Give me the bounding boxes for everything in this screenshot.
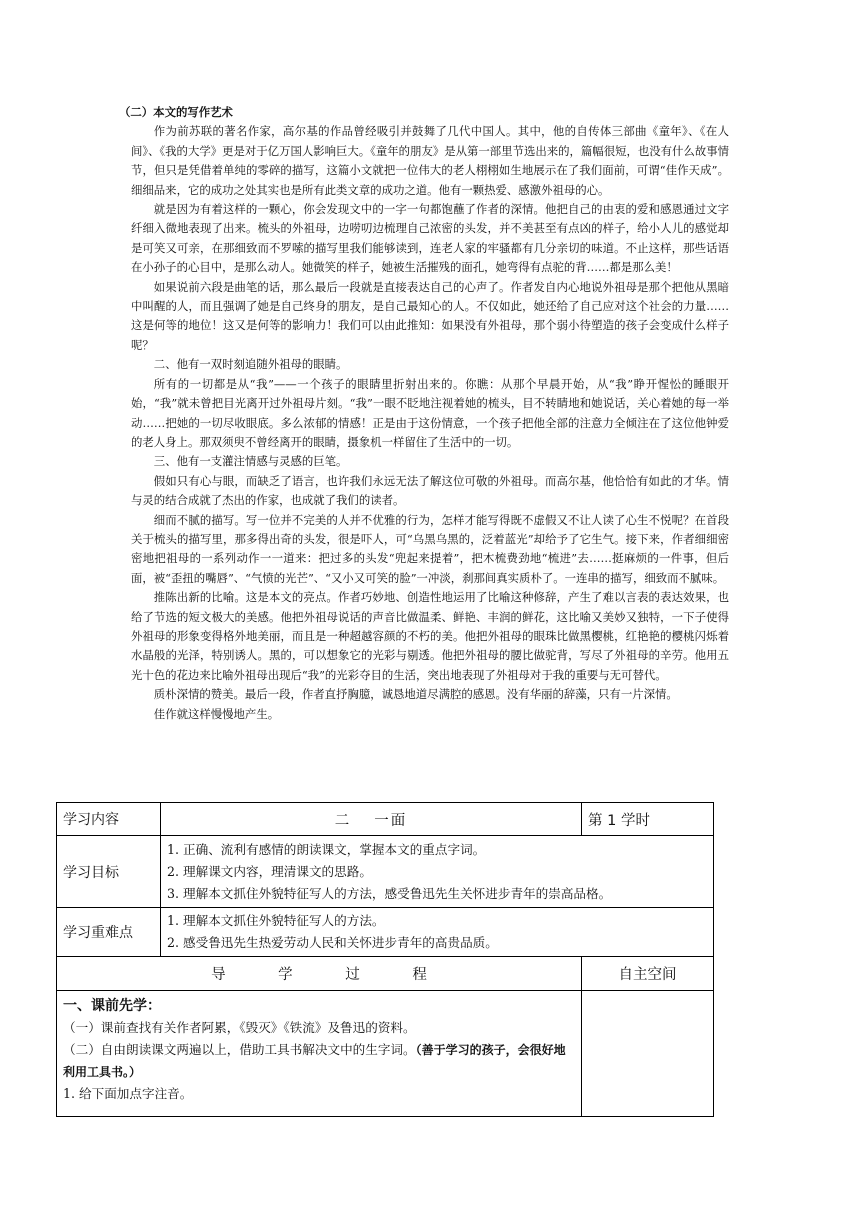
essay-subheading: 二、他有一双时刻追随外祖母的眼睛。 [153,357,348,372]
goal-item: 1. 正确、流利有感情的朗读课文，掌握本文的重点字词。 [167,841,486,857]
table-row [57,908,714,957]
essay-paragraph: 推陈出新的比喻。这是本文的亮点。作者巧妙地、创造性地运用了比喻这种修辞，产生了难以言表的表达效果，也给了节选的短文极大的美感。他把外祖母说话的声音比做温柔、鲜艳、丰润的鲜花，这比喻又美妙又独特，一下子使得外祖母的形象变得格外地美丽，而且是一种超越容颜的不朽的美。他把外祖母的眼珠比做黑樱桃，红艳艳的樱桃闪烁着水晶般的光泽，特别诱人。黑的，可以想象它的光彩与剔透。他把外祖母的腰比做驼背，写尽了外祖母的辛劳。他用五光十色的花边来比喻外祖母出现后“我”的光彩夺目的生活，突出地表现了外祖母对于我的重要与无可替代。 [131,590,729,682]
key-points-label: 学习重难点 [57,908,161,957]
table-row [57,991,714,1117]
key-point-item: 2. 感受鲁迅先生热爱劳动人民和关怀进步青年的高贵品质。 [167,935,498,950]
table-row [57,803,714,836]
prestudy-item: 1. 给下面加点字注音。 [63,1086,193,1101]
period-label: 第 1 学时 [582,803,714,836]
prestudy-title: 一、课前先学： [63,998,161,1014]
table-row [57,836,714,908]
key-points-cell [161,908,714,957]
goal-item: 2. 理解课文内容，理清课文的思路。 [167,863,372,879]
self-space-label: 自主空间 [582,957,714,991]
prestudy-item-text: （二）自由朗读课文两遍以上，借助工具书解决文中的生字词。 [63,1042,416,1057]
essay-paragraph: 如果说前六段是曲笔的话，那么最后一段就是直接表达自己的心声了。作者发自内心地说外祖母是那个把他从黑暗中叫醒的人，而且强调了她是自己终身的朋友，是自己最知心的人。不仅如此，她还给了自己应对这个社会的力量……这是何等的地位！这又是何等的影响力！我们可以由此推知：如果没有外祖母，那个弱小待塑造的孩子会变成什么样子呢？ [131,279,729,352]
lesson-title: 二 一面 [161,803,582,836]
prestudy-tip: （善于学习的孩子，会很好地利用工具书。） [63,1043,566,1079]
prestudy-cell [57,991,582,1117]
goals-cell [161,836,714,908]
goals-label: 学习目标 [57,836,161,908]
essay-paragraph: 佳作就这样慢慢地产生。 [153,706,280,721]
goal-item: 3. 理解本文抓住外貌特征写人的方法，感受鲁迅先生关怀进步青年的崇高品格。 [167,885,612,901]
essay-paragraph: 作为前苏联的著名作家，高尔基的作品曾经吸引并鼓舞了几代中国人。其中，他的自传体三部曲《童年》、《在人间》、《我的大学》更是对于亿万国人影响巨大。《童年的朋友》是从第一部里节选出来的，篇幅很短，也没有什么故事情节，但只是凭借着单纯的零碎的描写，这篇小文就把一位伟大的老人栩栩如生地展示在了我们面前，可谓“佳作天成”。细细品来，它的成功之处其实也是所有此类文章的成功之道。他有一颗热爱、感激外祖母的心。 [131,124,729,197]
process-title: 导 学 过 程 [57,957,582,991]
essay-paragraph: 就是因为有着这样的一颗心，你会发现文中的一字一句都饱蘸了作者的深情。他把自己的由衷的爱和感恩通过文字纤细入微地表现了出来。梳头的外祖母，边唠叨边梳理自己浓密的头发，并不美甚至有点凶的样子，给小人儿的感觉却是可笑又可亲，在那细致而不罗嗦的描写里我们能够读到，连老人家的牢骚都有几分亲切的味道。不止这样，那些话语在小孙子的心目中，是那么动人。她微笑的样子，她被生活摧残的面孔，她弯得有点驼的背……都是那么美！ [131,202,729,275]
prestudy-item: （一）课前查找有关作者阿累，《毁灭》《铁流》及鲁迅的资料。 [63,1020,416,1035]
lesson-plan-table [56,802,714,1117]
essay-paragraph: 所有的一切都是从“我”——一个孩子的眼睛里折射出来的。你瞧：从那个早晨开始，从“我”睁开惺忪的睡眼开始，“我”就未曾把目光离开过外祖母片刻。“我”一眼不眨地注视着她的梳头，目不转睛地和她说话，关心着她的每一举动……把她的一切尽收眼底。多么浓郁的情感！正是由于这份情意，一个孩子把他全部的注意力全倾注在了这位他钟爱的老人身上。那双须臾不曾经离开的眼睛，摄象机一样留住了生活中的一切。 [131,376,729,449]
content-label: 学习内容 [57,803,161,836]
essay-subheading: 三、他有一支灌注情感与灵感的巨笔。 [153,454,348,469]
essay-section [119,103,729,724]
essay-heading: （二）本文的写作艺术 [119,105,233,119]
essay-paragraph: 质朴深情的赞美。最后一段，作者直抒胸臆，诚恳地道尽满腔的感恩。没有华丽的辞藻，只有一片深情。 [153,687,678,702]
prestudy-item [63,1039,575,1083]
self-space-cell[interactable] [582,991,714,1117]
essay-paragraph: 细而不腻的描写。写一位并不完美的人并不优雅的行为，怎样才能写得既不虚假又不让人读了心生不悦呢？在首段关于梳头的描写里，那多得出奇的头发，很是吓人，可“乌黑乌黑的，泛着蓝光”却给予了它生气。接下来，作者细细密密地把祖母的一系列动作一一道来：把过多的头发“兜起来提着”，把木梳费劲地“梳进”去……挺麻烦的一件事，但后面，被“歪扭的嘴唇”、“气愤的光芒”、“又小又可笑的脸”一冲淡，刹那间真实质朴了。一连串的描写，细致而不腻味。 [131,512,729,585]
key-point-item: 1. 理解本文抓住外貌特征写人的方法。 [167,913,385,928]
essay-paragraph: 假如只有心与眼，而缺乏了语言，也许我们永远无法了解这位可敬的外祖母。而高尔基，他恰恰有如此的才华。情与灵的结合成就了杰出的作家，也成就了我们的读者。 [131,473,729,508]
table-row [57,957,714,991]
